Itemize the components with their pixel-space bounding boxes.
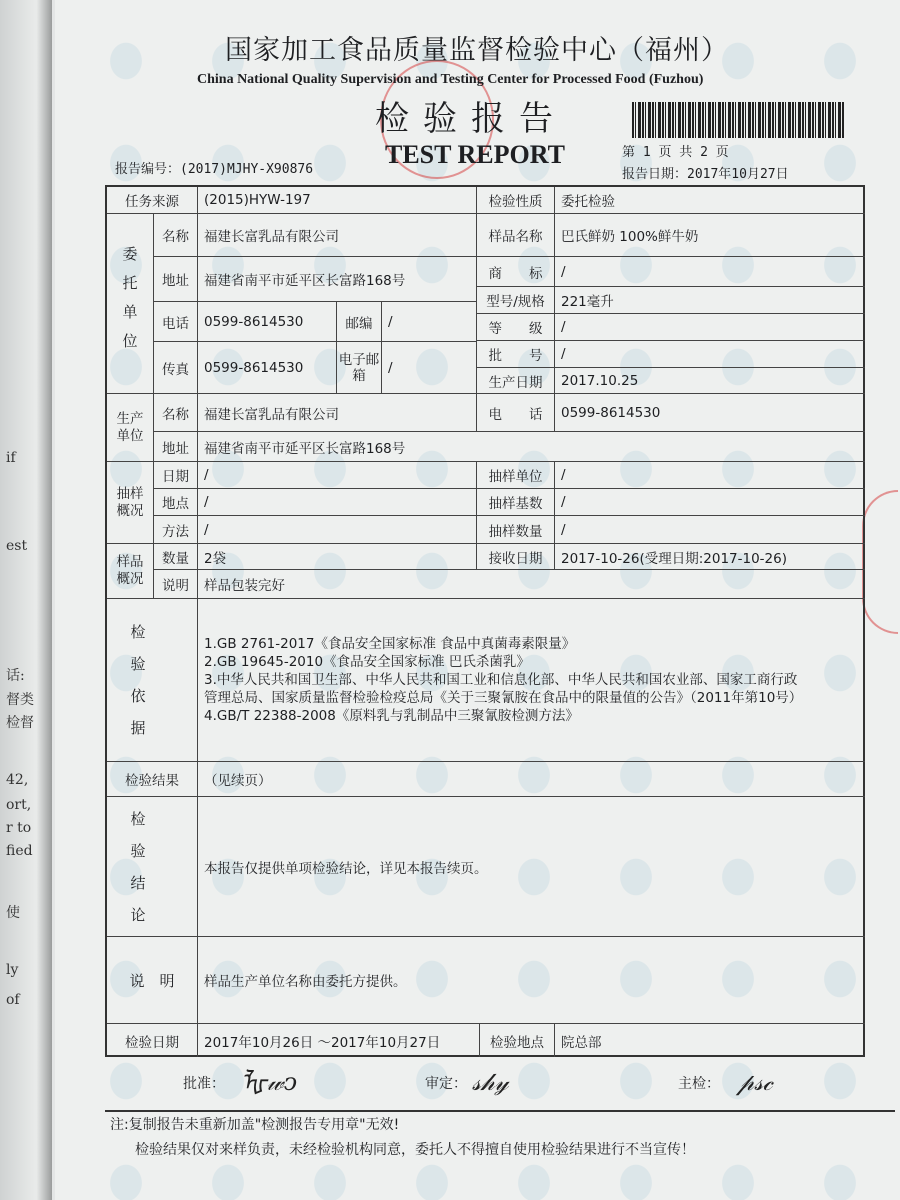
producer-name: 福建长富乳品有限公司 <box>198 394 477 432</box>
reviewer-signature: 𝓈𝒽𝓎 <box>472 1068 509 1096</box>
label: 说明 <box>154 570 198 599</box>
label: 样品概况 <box>107 544 154 599</box>
label: 检验结果 <box>107 762 198 797</box>
label: 数量 <box>154 544 198 570</box>
report-title-en: TEST REPORT <box>385 140 565 169</box>
label: 电 话 <box>477 394 555 432</box>
test-conclusion: 本报告仅提供单项检验结论，详见本报告续页。 <box>198 797 865 937</box>
basis-item: 3.中华人民共和国卫生部、中华人民共和国工业和信息化部、中华人民共和国农业部、国家工商行政管理总局、国家质量监督检验检疫总局《关于三聚氰胺在食品中的限量值的公告》（2011年第10号） <box>204 672 803 706</box>
label: 检验日期 <box>107 1024 198 1057</box>
batch-number: / <box>555 341 865 368</box>
label: 地点 <box>154 489 198 516</box>
fragment: 话: <box>6 668 25 684</box>
label: 电子邮箱 <box>337 342 382 394</box>
org-title-en: China National Quality Supervision and Testing Center for Processed Food (Fuzhou) <box>197 72 704 87</box>
basis-item: 1.GB 2761-2017《食品安全国家标准 食品中真菌毒素限量》 <box>204 636 576 652</box>
test-place: 院总部 <box>561 1034 602 1051</box>
sampling-date: / <box>198 462 477 489</box>
label: 生产单位 <box>107 394 154 462</box>
footer-note-1: 注:复制报告未重新加盖"检测报告专用章"无效! <box>110 1117 400 1133</box>
label: 抽样概况 <box>107 462 154 544</box>
fragment: ort, <box>6 797 32 813</box>
label: 样品名称 <box>477 214 555 257</box>
label: 任务来源 <box>107 187 198 214</box>
task-source: (2015)HYW-197 <box>198 187 477 214</box>
brand: / <box>555 257 865 287</box>
fragment: 检督 <box>6 715 34 731</box>
production-date: 2017.10.25 <box>555 368 865 394</box>
fragment: 使 <box>6 905 20 921</box>
fragment: fied <box>6 843 33 859</box>
label: 日期 <box>154 462 198 489</box>
label: 方法 <box>154 516 198 544</box>
client-phone: 0599-8614530 <box>198 302 337 342</box>
fragment: est <box>6 538 28 554</box>
fragment: ly <box>6 962 19 978</box>
adjacent-page-edge <box>0 0 52 1200</box>
client-group-label <box>107 214 154 394</box>
sample-name: 巴氏鲜奶 100%鲜牛奶 <box>555 214 865 257</box>
footer-note-2: 检验结果仅对来样负责，未经检验机构同意，委托人不得擅自使用检验结果进行不当宣传！ <box>135 1142 695 1158</box>
label: 抽样单位 <box>477 462 555 489</box>
report-number: 报告编号：(2017)MJHY-X90876 <box>115 162 314 177</box>
label: 委托单位 <box>120 245 139 362</box>
grade: / <box>555 314 865 341</box>
fragment: 42, <box>6 772 29 788</box>
producer-phone: 0599-8614530 <box>555 394 865 432</box>
producer-address: 福建省南平市延平区长富路168号 <box>198 432 865 462</box>
label: 检验依据 <box>130 623 174 737</box>
test-basis-list <box>198 599 865 762</box>
footer-divider <box>105 1110 895 1112</box>
label: 型号/规格 <box>477 287 555 314</box>
label: 邮编 <box>337 302 382 342</box>
label: 检验性质 <box>477 187 555 214</box>
client-email: / <box>382 342 477 394</box>
label: 检验结论 <box>130 809 174 924</box>
conclusion-label-cell <box>107 797 198 937</box>
sampling-unit: / <box>555 462 865 489</box>
basis-item: 2.GB 19645-2010《食品安全国家标准 巴氏杀菌乳》 <box>204 654 530 670</box>
remark: 样品生产单位名称由委托方提供。 <box>198 937 865 1024</box>
label: 批 号 <box>477 341 555 368</box>
report-title-cn: 检验报告 <box>375 99 567 139</box>
label: 抽样数量 <box>477 516 555 544</box>
client-name: 福建长富乳品有限公司 <box>198 214 477 257</box>
sample-note: 样品包装完好 <box>198 570 865 599</box>
label: 生产日期 <box>477 368 555 394</box>
label: 接收日期 <box>477 544 555 570</box>
inspector-signature: 𝓅𝓈𝒸 <box>737 1068 773 1096</box>
fragment: r to <box>6 820 32 836</box>
approver-signature: ᡀ𝓌ↄ <box>240 1068 298 1096</box>
basis-item: 4.GB/T 22388-2008《原料乳与乳制品中三聚氰胺检测方法》 <box>204 708 579 724</box>
test-date-range: 2017年10月26日 ～2017年10月27日 <box>198 1024 480 1057</box>
fragment: if <box>6 450 16 466</box>
basis-label-cell <box>107 599 198 762</box>
report-table <box>105 185 865 1057</box>
org-title-cn: 国家加工食品质量监督检验中心（福州） <box>225 35 729 66</box>
fragment: 督类 <box>6 692 34 708</box>
sampling-method: / <box>198 516 477 544</box>
test-result: （见续页） <box>198 762 865 797</box>
label: 检验地点 <box>480 1024 555 1057</box>
label: 地址 <box>154 257 198 302</box>
spec: 221毫升 <box>555 287 865 314</box>
test-nature: 委托检验 <box>555 187 865 214</box>
label: 传真 <box>154 342 198 394</box>
fragment: of <box>6 992 20 1008</box>
label: 名称 <box>154 394 198 432</box>
client-zip: / <box>382 302 477 342</box>
label: 名称 <box>154 214 198 257</box>
page-info: 第 1 页 共 2 页 <box>622 145 729 160</box>
label: 地址 <box>154 432 198 462</box>
barcode <box>632 102 844 138</box>
client-fax: 0599-8614530 <box>198 342 337 394</box>
label: 等 级 <box>477 314 555 341</box>
approve-label: 批准： <box>183 1076 225 1092</box>
sampling-base: / <box>555 489 865 516</box>
client-address: 福建省南平市延平区长富路168号 <box>198 257 477 302</box>
receive-date: 2017-10-26(受理日期:2017-10-26) <box>555 544 865 570</box>
report-date: 报告日期：2017年10月27日 <box>622 167 789 182</box>
label: 商 标 <box>477 257 555 287</box>
sampling-place: / <box>198 489 477 516</box>
label: 电话 <box>154 302 198 342</box>
inspector-label: 主检： <box>678 1076 720 1092</box>
label: 抽样基数 <box>477 489 555 516</box>
sampling-quantity: / <box>555 516 865 544</box>
red-seal-stamp-edge <box>862 490 898 634</box>
label: 说 明 <box>107 937 198 1024</box>
review-label: 审定： <box>425 1076 467 1092</box>
sample-quantity: 2袋 <box>198 544 477 570</box>
